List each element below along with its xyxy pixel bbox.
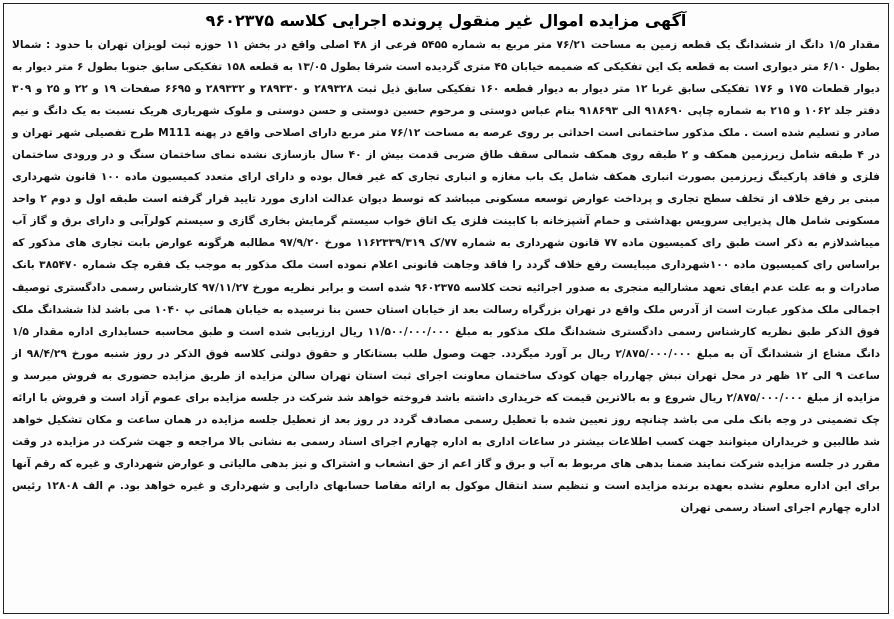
notice-title: آگهی مزایده اموال غیر منقول پرونده اجرایی کلاسه ۹۶۰۲۳۷۵ — [205, 11, 687, 30]
auction-notice — [3, 3, 889, 614]
notice-body: مقدار ۱/۵ دانگ از ششدانگ یک قطعه زمین به مساحت ۷۶/۲۱ متر مربع به شماره ۵۴۵۵ فرعی از ۴۸ اصلی واقع در بخش ۱۱ حوزه ثبت لویزان تهران با حدود : شمالا بطول ۶/۱۰ متر دیواری است به قطعه یک این تفکیکی که ضمیمه خیابان ۴۵ متری گردیده است شرقا بطول ۱۳/۰۵ به قطعه ۱۵۸ تفکیکی سابق جنوبا بطول ۶ متر دیوار به دیوار قطعات ۱۷۵ و ۱۷۶ تفکیکی سابق غربا ۱۲ متر دیوار به دیوار قطعه ۱۶۰ تفکیکی سابق ذیل ثبت ۲۸۹۳۲۸ و ۲۸۹۳۳۰ و ۲۸۹۳۳۲ و ۶۶۹۵ صفحات ۱۹ و ۲۲ و ۲۵ و ۳۰۹ دفتر جلد ۱۰۶۲ و ۲۱۵ به شماره چاپی ۹۱۸۶۹۰ الی ۹۱۸۶۹۳ بنام عباس دوستی و مرحوم حسین دوستی و حسن دوستی و ملوک شهریاری هریک نسبت به یک دانگ و نیم صادر و تسلیم شده است . ملک مذکور ساختمانی است احداثی بر روی عرصه به مساحت ۷۶/۱۲ متر مربع دارای اصلاحی واقع در پهنه M111 طرح تفصیلی شهر تهران و در ۴ طبقه شامل زیرزمین همکف و ۲ طبقه روی همکف شمالی سقف طاق ضربی قدمت بیش از ۴۰ سال بازسازی نشده نمای ساختمان سنگ و در ورودی ساختمان فلزی و فاقد پارکینگ زیرزمین بصورت انباری همکف شامل یک باب مغازه و انباری تجاری که غیر فعال بوده و دارای ارای متعدد کمیسیون ماده ۱۰۰ قانون شهرداری مبنی بر رفع خلاف از تخلف سطح تجاری و پرداخت عوارض توسعه مسکونی میباشد که توسط دیوان عدالت اداری مورد تایید قرار گرفته است طبقه اول و دوم ۲ واحد مسکونی شامل هال پذیرایی سرویس بهداشتی و حمام آشپزخانه با کابینت فلزی یک اتاق خواب سیستم گرمایش بخاری گازی و سیستم کولرآبی و دارای برق و گاز آب میباشدلازم به ذکر است طبق رای کمیسیون ماده ۷۷ قانون شهرداری به شماره ۷۷/ک ۱۱۶۲۳۳۹/۳۱۹ مورخ ۹۷/۹/۲۰ مطالبه هرگونه عوارض بابت تجاری های مذکور که براساس رای کمیسیون ماده ۱۰۰شهرداری میبایست رفع خلاف گردد را فاقد وجاهت قانونی اعلام نموده است ملک مذکور به موجب یک فقره چک شماره ۳۸۵۴۷۰ بانک صادرات و به علت عدم ایفای تعهد مشارالیه منجری به صدور اجرائیه تحت کلاسه ۹۶۰۲۳۷۵ شده است و برابر نظریه مورخ ۹۷/۱۱/۲۷ کارشناس رسمی دادگستری توصیف اجمالی ملک مذکور عبارت است از آدرس ملک واقع در تهران بزرگراه رسالت بعد از خیابان استان حسن بنا نرسیده به خیابان همائی پ ۱۰۴۰ می باشد لذا ششدانگ ملک فوق الذکر طبق نظریه کارشناس رسمی دادگستری ششدانگ ملک مذکور به مبلغ ۱۱/۵۰۰/۰۰۰/۰۰۰ ریال ارزیابی شده است و طبق محاسبه حسابداری اداره مقدار ۱/۵ دانگ مشاع از ششدانگ آن به مبلغ ۲/۸۷۵/۰۰۰/۰۰۰ ریال بر آورد میگردد. جهت وصول طلب بستانکار و حقوق دولتی کلاسه فوق الذکر در روز شنبه مورخ ۹۸/۴/۲۹ از ساعت ۹ الی ۱۲ ظهر در محل تهران نبش چهارراه جهان کودک ساختمان معاونت اجرای ثبت استان تهران سالن مزایده از طریق مزایده حضوری به فروش میرسد و مزایده از مبلغ ۲/۸۷۵/۰۰۰/۰۰۰ ریال شروع و به بالاترین قیمت که خریداری داشته باشد فروخته خواهد شد شرکت در جلسه مزایده برای عموم آزاد است و فروش با ارائه چک تضمینی در وجه بانک ملی می باشد چنانچه روز تعیین شده با تعطیل رسمی مصادف گردد در روز بعد از تعطیل جلسه مزایده در همان ساعت و مکان تشکیل خواهد شد طالبین و خریداران میتوانند جهت کسب اطلاعات بیشتر در ساعات اداری به اداره چهارم اجرای اسناد رسمی به نشانی بالا مراجعه و جهت شرکت در مزایده در وقت مقرر در جلسه مزایده شرکت نمایند ضمنا بدهی های مربوط به آب و برق و گاز اعم از حق انشعاب و اشتراک و نیز بدهی مالیاتی و عوارض شهرداری و غیره که رقم آنها برای این اداره معلوم نشده بعهده برنده مزایده است و تنظیم سند انتقال موکول به ارائه مفاصا حسابهای دارایی و شهرداری و غیره خواهد بود. م الف ۱۲۸۰۸ رئیس اداره چهارم اجرای اسناد رسمی تهران — [12, 39, 881, 514]
